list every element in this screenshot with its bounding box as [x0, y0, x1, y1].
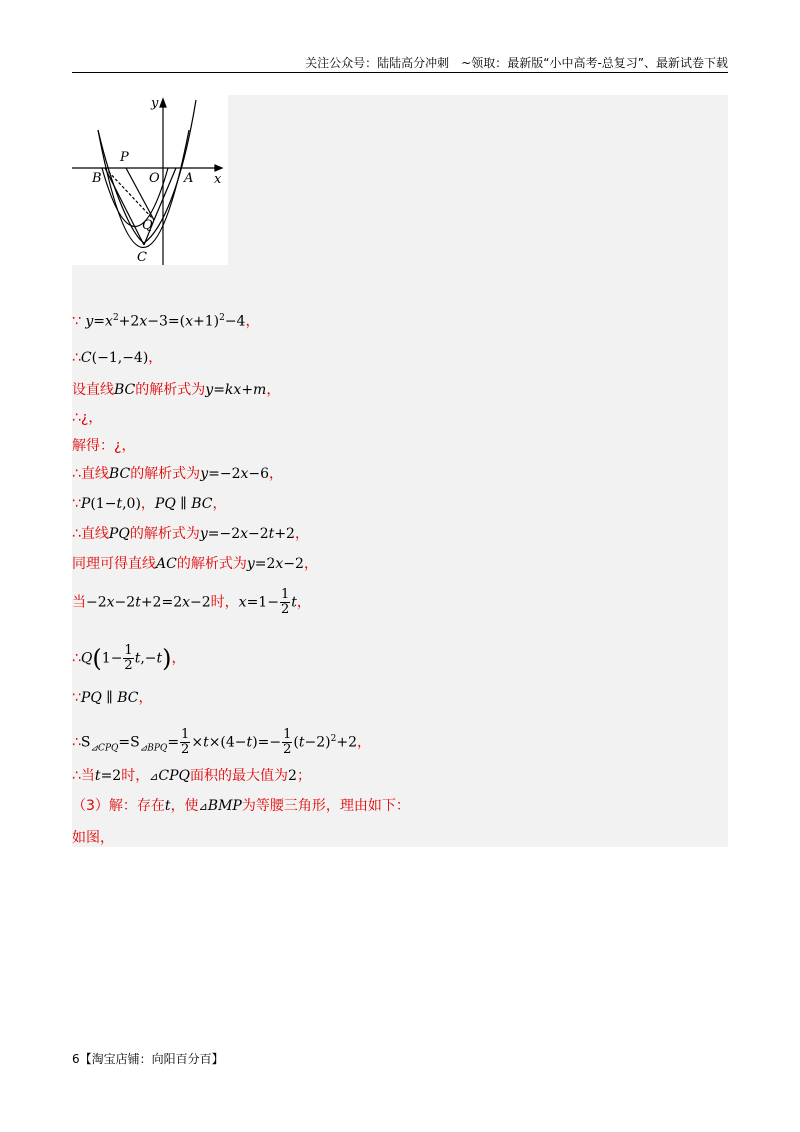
line-10: 当−2x−2t+2=2x−2时，x=1− $\frac{1}{2}$ t，	[72, 587, 311, 617]
line-6: ∴直线BC的解析式为y=−2x−6，	[72, 466, 284, 482]
line-13: $\therefore S_{⊿CPQ}=S_{⊿BPQ}=$ $\frac{1}{2}$ ×t×(4−t)=− $\frac{1}{2}$ $(t-2)^2+2$，	[72, 727, 371, 757]
label-y: y	[151, 96, 159, 111]
line-4: ∴¿，	[72, 410, 103, 426]
page-header: 关注公众号：陆陆高分冲刺 ~领取：最新版“小中高考-总复习”、最新试卷下载	[72, 54, 728, 73]
line-7: ∵P(1−t,0)，PQ ∥ BC，	[72, 496, 227, 512]
footer-shop: 【淘宝店铺：向阳百分百】	[79, 1052, 224, 1066]
line-1: ∵ $y=x^2+2x-3=(x+1)^2-4$，	[72, 313, 260, 330]
page-footer	[72, 1050, 224, 1067]
label-x: x	[214, 172, 222, 187]
parabola-figure	[72, 95, 228, 265]
y-axis-arrow	[160, 99, 166, 107]
line-16: 如图，	[72, 830, 114, 846]
label-c: C	[137, 250, 147, 265]
line-5: 解得：¿，	[72, 438, 136, 454]
line-2: ∴C(−1,−4)，	[72, 350, 163, 366]
label-q: Q	[142, 218, 153, 233]
label-p: P	[120, 150, 129, 165]
line-14: ∴当t=2时，⊿CPQ面积的最大值为2；	[72, 768, 311, 784]
line-3: 设直线BC的解析式为y=kx+m，	[72, 382, 281, 398]
line-15: （3）解：存在t，使⊿BMP为等腰三角形，理由如下：	[72, 798, 410, 814]
line-11: ∴Q(1− $\frac{1}{2}$ t,−t)，	[72, 643, 186, 673]
x-axis-arrow	[215, 165, 222, 171]
page-number: 6	[72, 1052, 80, 1066]
line-12: ∵PQ ∥ BC，	[72, 690, 153, 706]
line-9: 同理可得直线AC的解析式为y=2x−2，	[72, 556, 318, 572]
segment-bc	[105, 168, 144, 245]
parabola-diagram	[72, 95, 228, 265]
label-a: A	[184, 171, 194, 186]
line-8: ∴直线PQ的解析式为y=−2x−2t+2，	[72, 526, 309, 542]
label-o: O	[149, 171, 160, 186]
label-b: B	[92, 171, 102, 186]
